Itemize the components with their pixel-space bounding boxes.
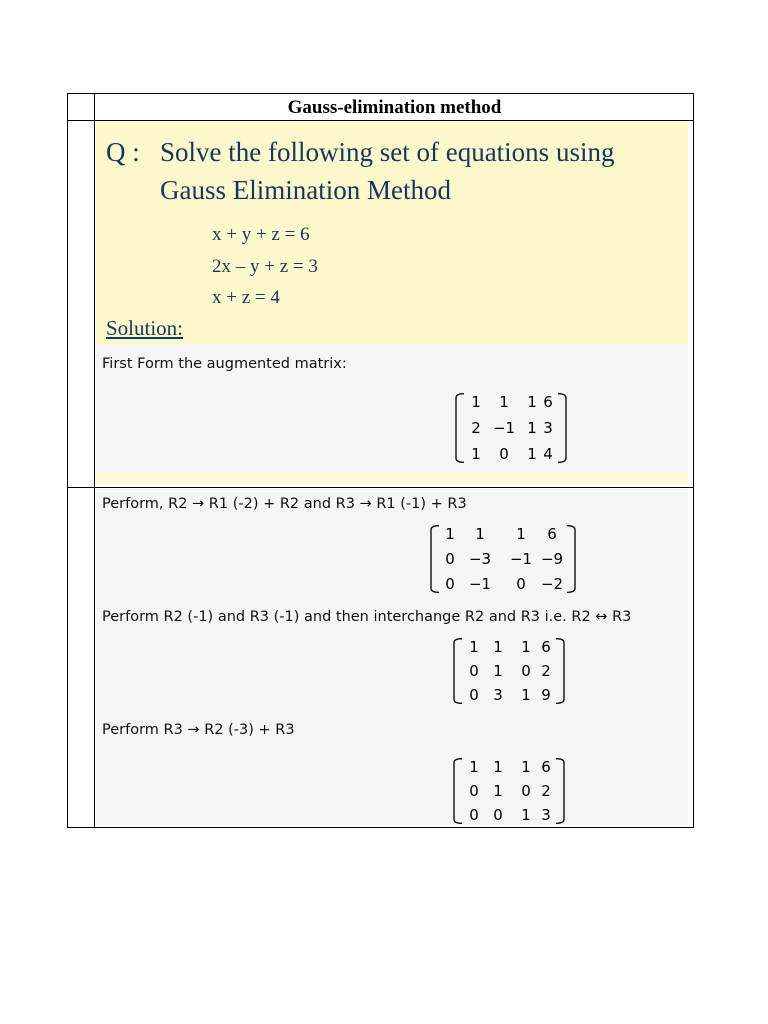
matrix-cell: 2 xyxy=(471,419,481,437)
matrix-cell: 1 xyxy=(527,393,537,411)
matrix-cell: 1 xyxy=(493,662,503,680)
matrix-cell: 1 xyxy=(475,525,485,543)
question-label: Q : xyxy=(106,137,140,167)
table-border-top xyxy=(67,93,694,94)
matrix-cell: 1 xyxy=(499,393,509,411)
matrix-cell: 1 xyxy=(521,686,531,704)
matrix-cells xyxy=(440,525,566,593)
matrix-cell: −2 xyxy=(540,575,564,593)
matrix-cell: 1 xyxy=(493,638,503,656)
equation-3: x + z = 4 xyxy=(212,287,280,308)
matrix-cell: 1 xyxy=(521,758,531,776)
matrix-cell: 0 xyxy=(469,806,479,824)
matrix-cell: 3 xyxy=(543,419,553,437)
step4-matrix xyxy=(453,758,565,824)
matrix-cell: 4 xyxy=(543,445,553,463)
matrix-cells xyxy=(465,393,557,463)
step4-text: Perform R3 → R2 (-3) + R3 xyxy=(102,722,295,738)
matrix-cell: 0 xyxy=(469,662,479,680)
table-border-right xyxy=(693,93,694,828)
matrix-cell: 0 xyxy=(516,575,526,593)
augmented-matrix xyxy=(455,393,567,463)
matrix-cell: −1 xyxy=(468,575,492,593)
equation-1: x + y + z = 6 xyxy=(212,224,310,245)
matrix-cell: 1 xyxy=(527,445,537,463)
matrix-cells xyxy=(463,638,555,704)
matrix-cell: 0 xyxy=(445,550,455,568)
table-border-left xyxy=(67,93,68,828)
step2-matrix xyxy=(430,525,576,593)
step1-text: First Form the augmented matrix: xyxy=(102,356,347,372)
matrix-cell: 0 xyxy=(469,686,479,704)
question-text-line1: Solve the following set of equations using xyxy=(160,137,615,167)
step2-text: Perform, R2 → R1 (-2) + R2 and R3 → R1 (-1) + R3 xyxy=(102,496,467,512)
left-paren xyxy=(453,638,463,704)
right-paren xyxy=(555,758,565,824)
matrix-cell: 1 xyxy=(445,525,455,543)
equation-2: 2x – y + z = 3 xyxy=(212,256,318,277)
matrix-cell: 6 xyxy=(543,393,553,411)
left-paren xyxy=(453,758,463,824)
matrix-cell: 0 xyxy=(445,575,455,593)
matrix-cell: 6 xyxy=(547,525,557,543)
matrix-cell: 1 xyxy=(469,758,479,776)
matrix-cell: 1 xyxy=(471,445,481,463)
table-column-divider xyxy=(94,93,95,828)
matrix-cell: 1 xyxy=(516,525,526,543)
matrix-cell: −1 xyxy=(509,550,533,568)
solution-label: Solution: xyxy=(106,316,184,340)
matrix-cell: 1 xyxy=(469,638,479,656)
table-border-bottom xyxy=(67,827,694,828)
steps-panel xyxy=(96,489,688,825)
matrix-cell: 1 xyxy=(521,638,531,656)
matrix-cell: 0 xyxy=(521,782,531,800)
page-title: Gauss-elimination method xyxy=(287,97,502,118)
step3-matrix xyxy=(453,638,565,704)
matrix-cell: 9 xyxy=(541,686,551,704)
matrix-cell: 1 xyxy=(527,419,537,437)
matrix-cell: 1 xyxy=(493,758,503,776)
table-row-divider xyxy=(67,487,694,488)
question-text-line2: Gauss Elimination Method xyxy=(160,175,451,205)
matrix-cell: 0 xyxy=(499,445,509,463)
matrix-cell: 3 xyxy=(541,806,551,824)
matrix-cell: 6 xyxy=(541,758,551,776)
matrix-cell: 1 xyxy=(521,806,531,824)
right-paren xyxy=(557,393,567,463)
right-paren xyxy=(566,525,576,593)
left-paren xyxy=(430,525,440,593)
matrix-cell: 0 xyxy=(521,662,531,680)
right-paren xyxy=(555,638,565,704)
matrix-cell: −9 xyxy=(540,550,564,568)
matrix-cell: 2 xyxy=(541,782,551,800)
matrix-cell: 1 xyxy=(471,393,481,411)
matrix-cell: 3 xyxy=(493,686,503,704)
matrix-cell: 0 xyxy=(469,782,479,800)
panel-strip xyxy=(96,472,688,484)
matrix-cell: −3 xyxy=(468,550,492,568)
matrix-cell: 2 xyxy=(541,662,551,680)
matrix-cell: 1 xyxy=(493,782,503,800)
left-paren xyxy=(455,393,465,463)
matrix-cell: 0 xyxy=(493,806,503,824)
matrix-cell: 6 xyxy=(541,638,551,656)
matrix-cell: −1 xyxy=(492,419,516,437)
step3-text: Perform R2 (-1) and R3 (-1) and then interchange R2 and R3 i.e. R2 ↔ R3 xyxy=(102,609,632,625)
matrix-cells xyxy=(463,758,555,824)
